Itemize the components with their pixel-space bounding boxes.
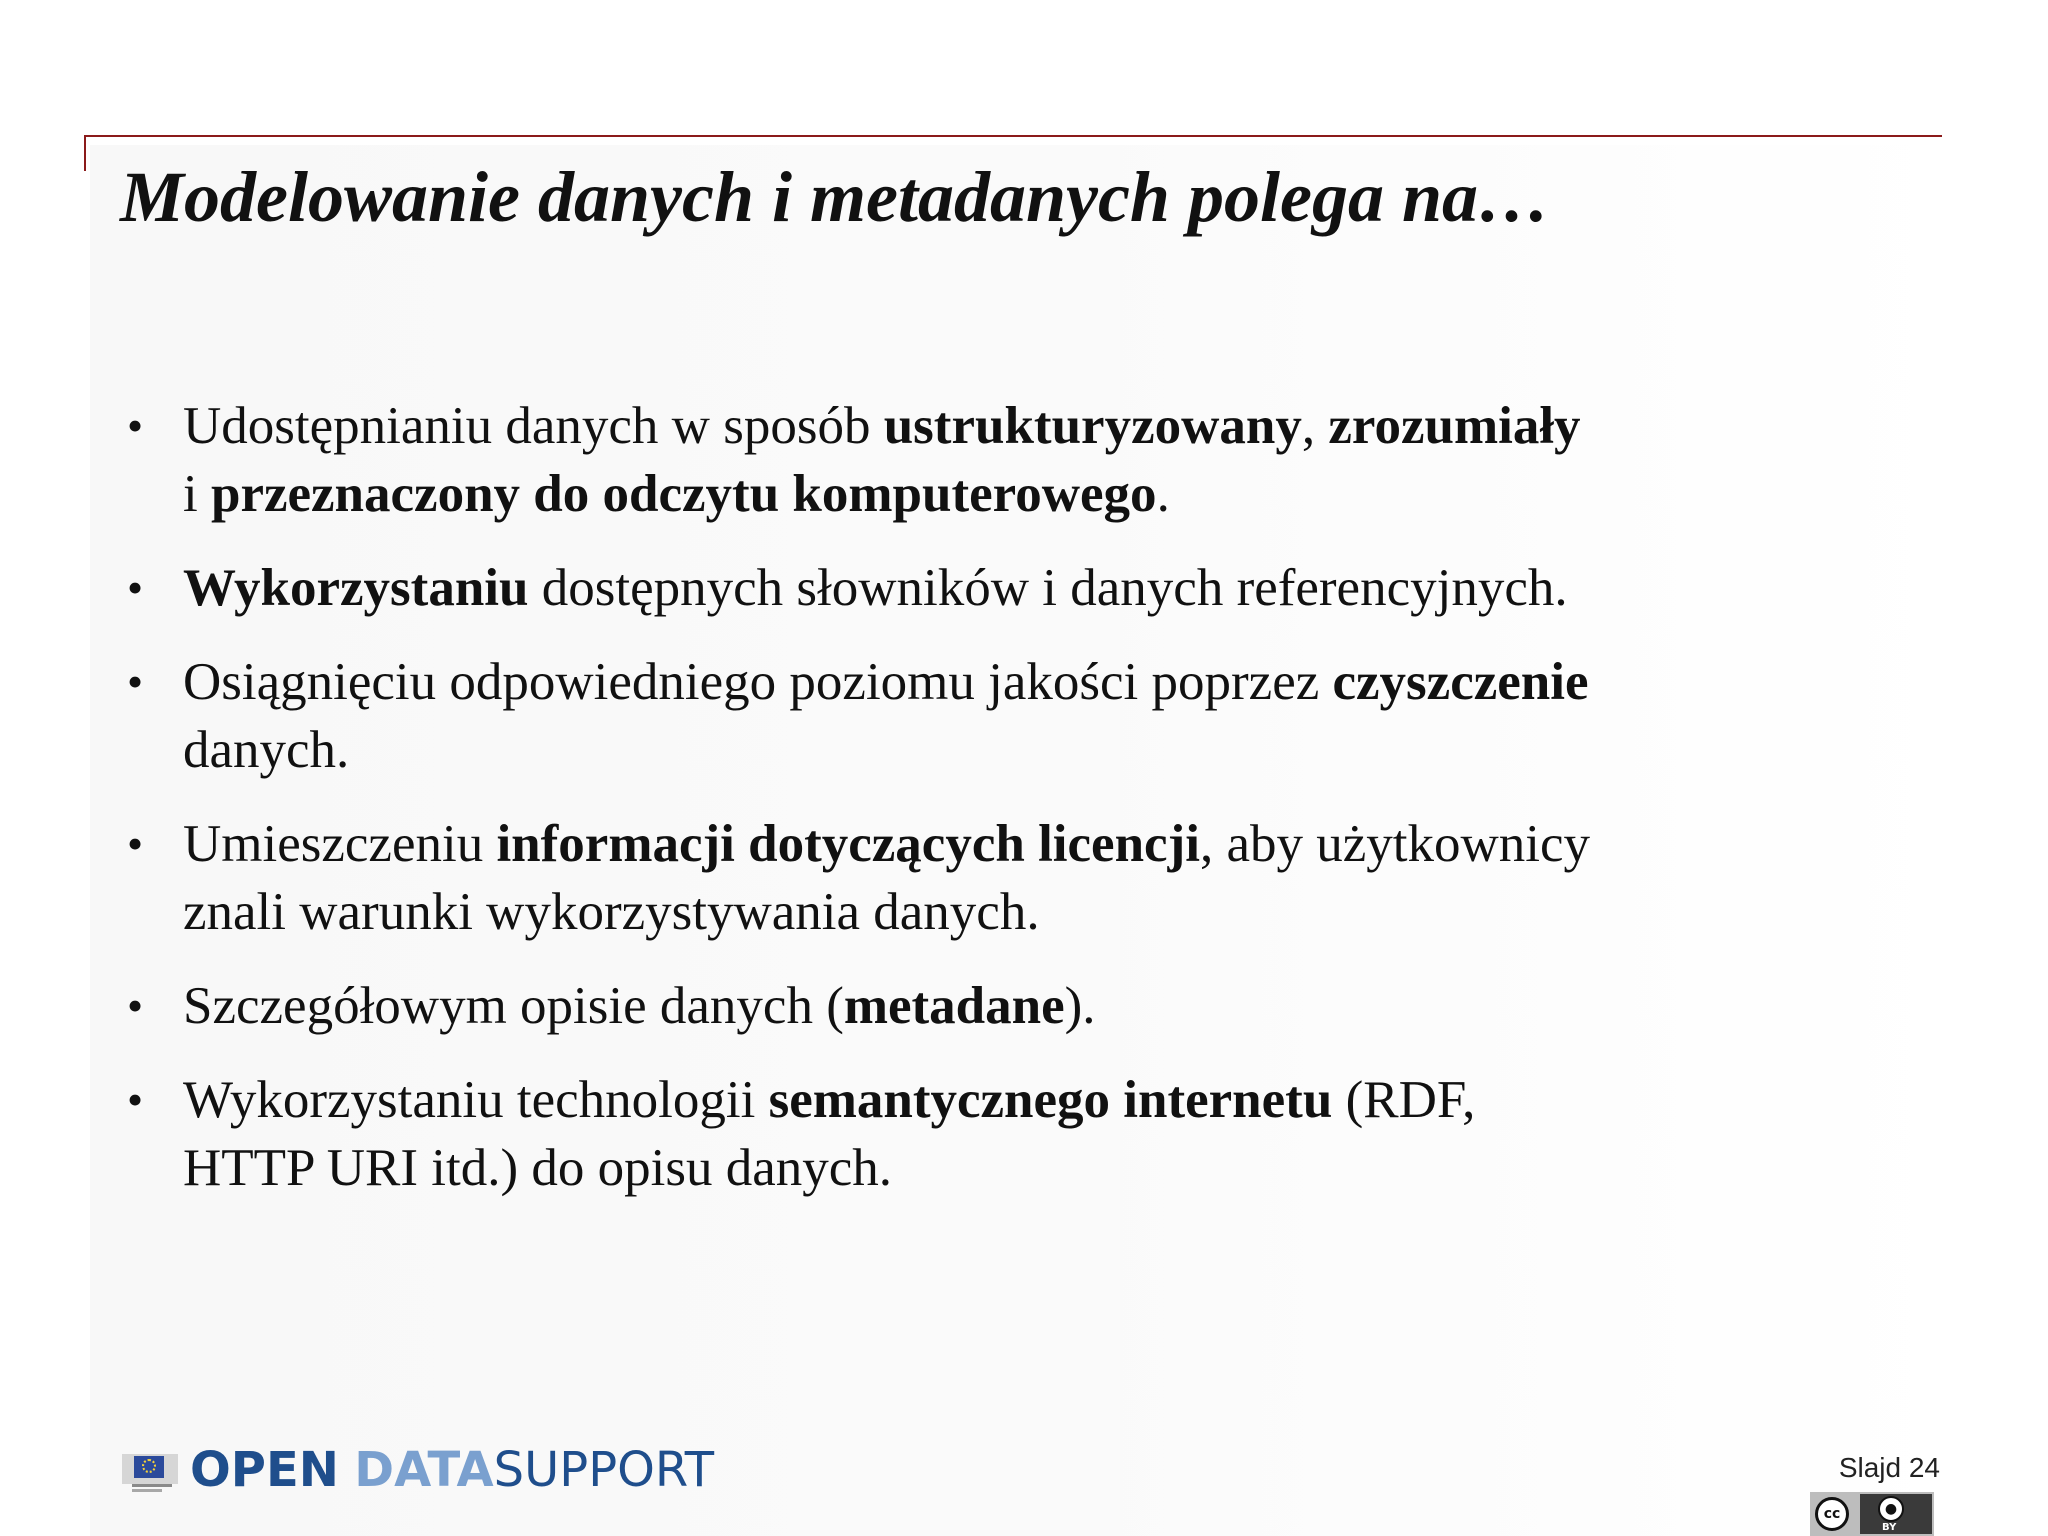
logo-data: DATA bbox=[354, 1442, 494, 1498]
bullet-text: , bbox=[1301, 397, 1329, 455]
logo-support: SUPPORT bbox=[493, 1442, 715, 1498]
title-rule bbox=[84, 135, 1942, 137]
bullet-icon: • bbox=[126, 1074, 144, 1125]
cc-by-license-icon bbox=[1810, 1492, 1934, 1536]
bullet-emphasis: ustrukturyzowany bbox=[883, 397, 1302, 455]
bullet-icon: • bbox=[126, 818, 144, 869]
bullet-item bbox=[120, 554, 1920, 622]
bullet-icon: • bbox=[126, 980, 144, 1031]
bullet-item bbox=[120, 972, 1920, 1040]
open-data-support-logo bbox=[122, 1440, 714, 1500]
bullet-item bbox=[120, 648, 1920, 784]
bullet-text: Szczegółowym opisie danych ( bbox=[183, 977, 844, 1035]
bullet-emphasis: czyszczenie bbox=[1332, 653, 1589, 711]
logo-open: OPEN bbox=[190, 1442, 339, 1498]
slide-number: Slajd 24 bbox=[1838, 1452, 1940, 1483]
bullet-item bbox=[120, 1066, 1920, 1202]
bullet-text: , aby użytkownicy bbox=[1199, 815, 1590, 873]
title-rule-tick bbox=[84, 135, 86, 171]
bullet-emphasis: semantycznego internetu bbox=[768, 1071, 1333, 1129]
bullet-text: HTTP URI itd.) do opisu danych. bbox=[183, 1139, 893, 1197]
attribution-icon: ● bbox=[1878, 1496, 1904, 1522]
cc-icon: cc bbox=[1815, 1497, 1849, 1531]
bullet-text: dostępnych słowników i danych referencyjnych. bbox=[528, 559, 1568, 617]
bullet-text: (RDF, bbox=[1332, 1071, 1476, 1129]
bullet-emphasis: metadane bbox=[843, 977, 1065, 1035]
eu-flag-icon bbox=[122, 1446, 180, 1494]
bullet-text: danych. bbox=[183, 721, 350, 779]
bullet-text: Udostępnianiu danych w sposób bbox=[183, 397, 884, 455]
bullet-icon: • bbox=[126, 562, 144, 613]
bullet-text: Umieszczeniu bbox=[183, 815, 497, 873]
bullet-emphasis: przeznaczony do odczytu komputerowego bbox=[210, 465, 1157, 523]
slide-title: Modelowanie danych i metadanych polega na… bbox=[120, 157, 1550, 237]
bullet-text: Wykorzystaniu technologii bbox=[183, 1071, 769, 1129]
bullet-icon: • bbox=[126, 656, 144, 707]
bullet-emphasis: zrozumiały bbox=[1328, 397, 1581, 455]
bullet-emphasis: informacji dotyczących licencji bbox=[496, 815, 1200, 873]
bullet-emphasis: Wykorzystaniu bbox=[183, 559, 529, 617]
logo-text bbox=[190, 1440, 714, 1500]
bullet-icon: • bbox=[126, 400, 144, 451]
bullet-text: . bbox=[1156, 465, 1170, 523]
bullet-list bbox=[120, 392, 1920, 1228]
bullet-item bbox=[120, 392, 1920, 528]
bullet-text: Osiągnięciu odpowiedniego poziomu jakości poprzez bbox=[183, 653, 1333, 711]
bullet-text: i bbox=[183, 465, 211, 523]
bullet-text: ). bbox=[1064, 977, 1096, 1035]
bullet-text: znali warunki wykorzystywania danych. bbox=[183, 883, 1040, 941]
bullet-item bbox=[120, 810, 1920, 946]
by-label: BY bbox=[1882, 1522, 1897, 1533]
